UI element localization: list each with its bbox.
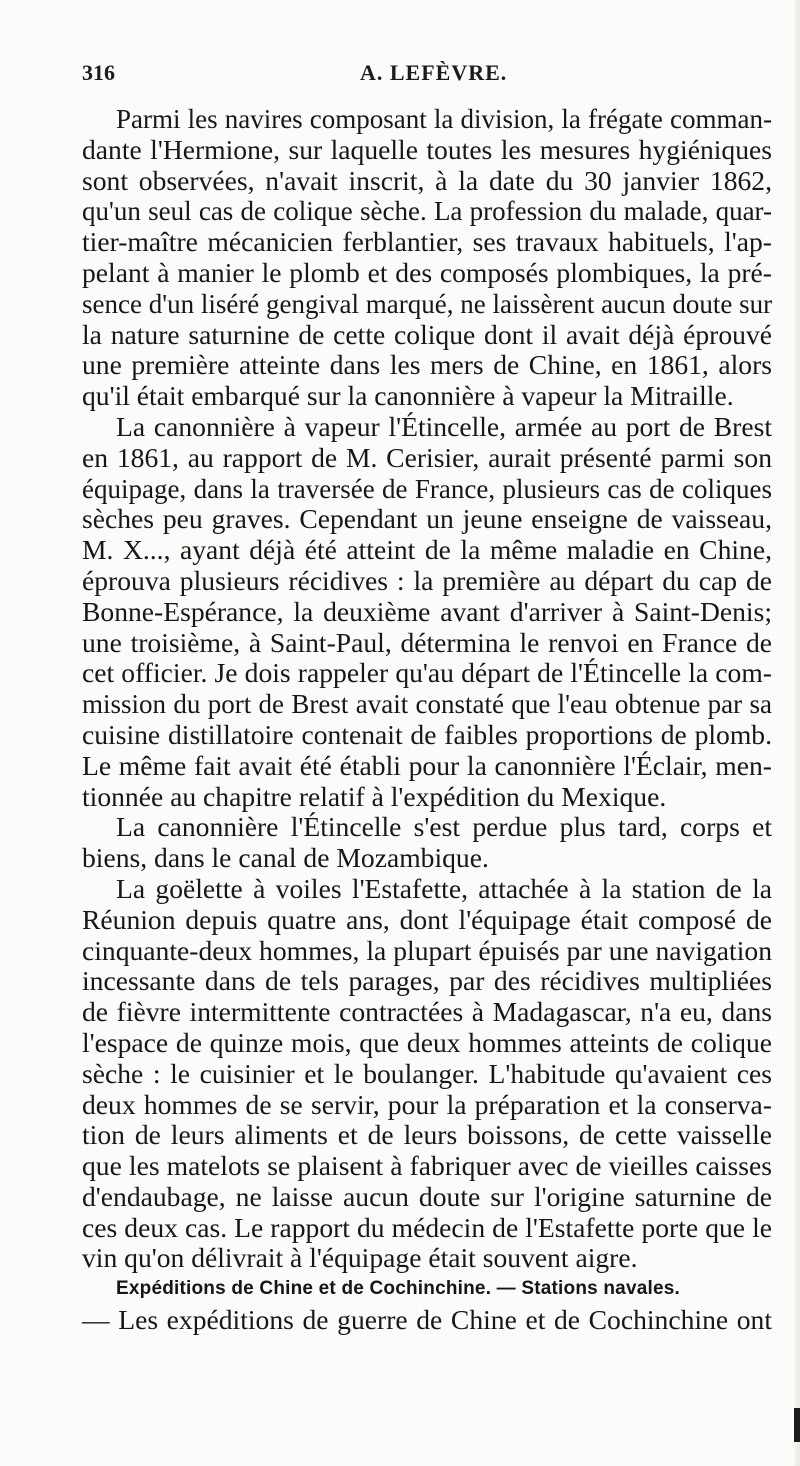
- paragraph-first-line: Parmi les navires composant la division, la frégate comman-: [116, 104, 772, 134]
- text-line: tionnée au chapitre relatif à l'expédition du Mexique.: [82, 780, 667, 812]
- text-line: — Les expéditions de guerre de Chine et de Cochinchine ont: [82, 1304, 772, 1336]
- body-text: [82, 104, 772, 1336]
- text-line: biens, dans le canal de Mozambique.: [82, 842, 489, 874]
- text-line: une première atteinte dans les mers de Chine, en 1861, alors: [82, 349, 772, 381]
- text-line: Le même fait avait été établi pour la canonnière l'Éclair, men-: [82, 749, 772, 781]
- text-line: cet officier. Je dois rappeler qu'au départ de l'Étincelle la com-: [82, 657, 772, 689]
- text-line: sèches peu graves. Cependant un jeune enseigne de vaisseau,: [82, 503, 772, 535]
- text-line: tion de leurs aliments et de leurs boissons, de cette vaisselle: [82, 1119, 772, 1151]
- text-line: sence d'un liséré gengival marqué, ne laissèrent aucun doute sur: [82, 288, 773, 319]
- text-line: que les matelots se plaisent à fabriquer avec de vieilles caisses: [82, 1150, 772, 1182]
- text-line: la nature saturnine de cette colique dont il avait déjà éprouvé: [82, 318, 772, 350]
- text-line: une troisième, à Saint-Paul, détermina le renvoi en France de: [82, 626, 772, 658]
- text-line: incessante dans de tels parages, par des récidives multipliées: [82, 965, 772, 997]
- running-header: [82, 58, 772, 90]
- text-line: Bonne-Espérance, la deuxième avant d'arriver à Saint-Denis;: [82, 595, 772, 627]
- paragraph-first-line: La canonnière à vapeur l'Étincelle, armée au port de Brest: [116, 410, 772, 442]
- page-edge-mark: [794, 1408, 800, 1442]
- text-line: tier-maître mécanicien ferblantier, ses travaux habituels, l'ap-: [82, 226, 772, 258]
- text-line: éprouva plusieurs récidives : la première au départ du cap de: [82, 564, 772, 596]
- text-line: cuisine distillatoire contenait de faibles proportions de plomb.: [82, 718, 772, 750]
- text-line: sont observées, n'avait inscrit, à la date du 30 janvier 1862,: [82, 164, 772, 196]
- text-line: l'espace de quinze mois, que deux hommes atteints de colique: [82, 1026, 772, 1058]
- text-line: vin qu'on délivrait à l'équipage était souvent aigre.: [82, 1242, 638, 1274]
- text-line: équipage, dans la traversée de France, plusieurs cas de coliques: [82, 473, 772, 504]
- text-line: de fièvre intermittente contractées à Madagascar, n'a eu, dans: [82, 996, 772, 1028]
- text-line: ces deux cas. Le rapport du médecin de l'Estafette porte que le: [82, 1211, 772, 1243]
- text-line: qu'un seul cas de colique sèche. La profession du malade, quar-: [82, 196, 772, 227]
- text-line: d'endaubage, ne laisse aucun doute sur l'origine saturnine de: [82, 1180, 772, 1212]
- page-number: 316: [82, 60, 115, 85]
- text-line: M. X..., ayant déjà été atteint de la même maladie en Chine,: [82, 534, 772, 566]
- section-heading: Expéditions de Chine et de Cochinchine. — Stations navales.: [116, 1278, 680, 1300]
- paragraph-first-line: La goëlette à voiles l'Estafette, attachée à la station de la: [116, 872, 772, 904]
- page-edge: [794, 0, 800, 1466]
- text-line: pelant à manier le plomb et des composés plombiques, la pré-: [82, 256, 772, 288]
- paragraph-first-line: La canonnière l'Étincelle s'est perdue plus tard, corps et: [116, 811, 772, 843]
- text-line: en 1861, au rapport de M. Cerisier, aurait présenté parmi son: [82, 441, 772, 473]
- text-line: dante l'Hermione, sur laquelle toutes les mesures hygiéniques: [82, 133, 772, 165]
- text-line: Réunion depuis quatre ans, dont l'équipage était composé de: [82, 903, 772, 935]
- running-title: A. LEFÈVRE.: [360, 60, 508, 85]
- text-line: mission du port de Brest avait constaté que l'eau obtenue par sa: [82, 689, 772, 720]
- text-line: deux hommes de se servir, pour la préparation et la conserva-: [82, 1088, 772, 1120]
- text-line: cinquante-deux hommes, la plupart épuisés par une navigation: [82, 934, 772, 966]
- text-line: qu'il était embarqué sur la canonnière à vapeur la Mitraille.: [82, 380, 734, 412]
- text-line: sèche : le cuisinier et le boulanger. L'habitude qu'avaient ces: [82, 1057, 772, 1089]
